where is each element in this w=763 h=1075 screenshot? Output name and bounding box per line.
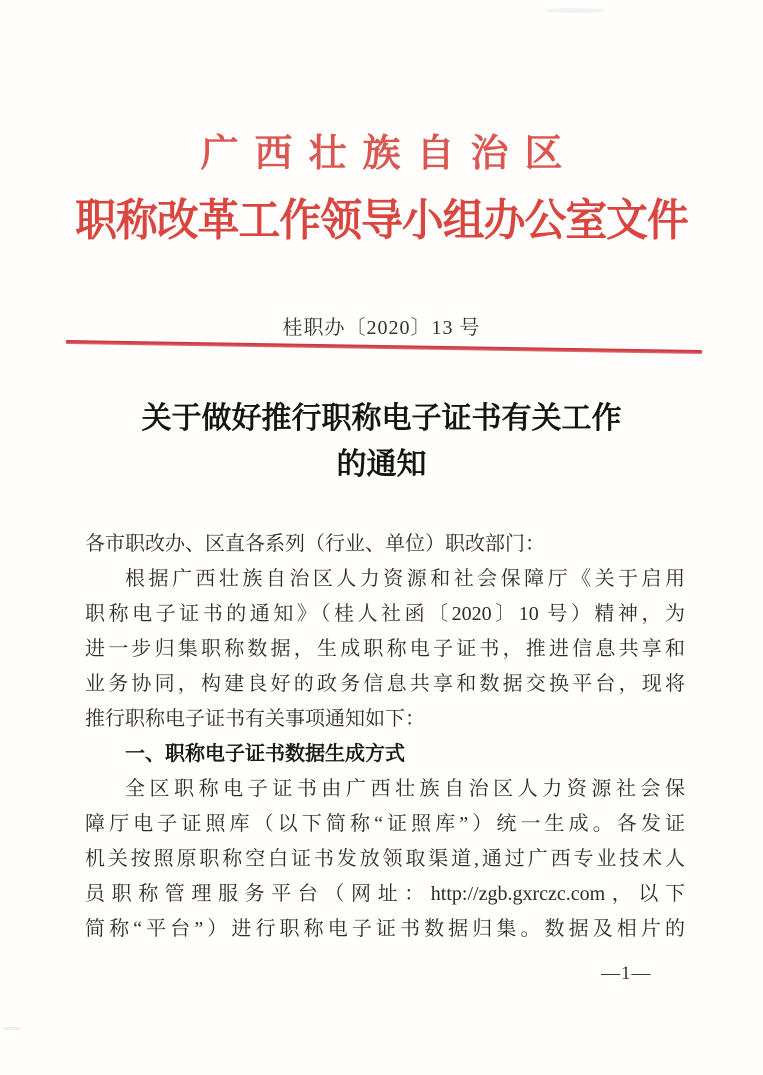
org-name-region: 广西壮族自治区 [200,133,579,175]
red-divider-line [66,340,702,354]
scan-smudge [545,8,605,13]
body-line: 各市职改办、区直各系列（行业、单位）职改部门： [85,533,545,555]
body-line: 进一步归集职称数据，生成职称电子证书，推进信息共享和 [85,638,685,660]
document-title-line1: 关于做好推行职称电子证书有关工作 [141,402,622,435]
body-line: 业务协同，构建良好的政务信息共享和数据交换平台，现将 [85,673,685,695]
document-title-line2: 的通知 [336,448,427,481]
document-number: 桂职办〔2020〕13 号 [282,317,481,339]
body-line: 简称“平台”）进行职称电子证书数据归集。数据及相片的 [85,918,685,940]
page-number: —1— [601,963,652,984]
body-line: 职称电子证书的通知》（桂人社函〔2020〕10 号）精神，为 [85,603,685,625]
body-line: 机关按照原职称空白证书发放领取渠道,通过广西专业技术人 [85,848,685,870]
document-title [0,396,763,488]
body-line: 推行职称电子证书有关事项通知如下： [85,708,425,730]
org-name-office: 职称改革工作领导小组办公室文件 [75,196,688,245]
body-line: 一、职称电子证书数据生成方式 [125,743,405,765]
body-line: 根据广西壮族自治区人力资源和社会保障厅《关于启用 [125,568,685,590]
body-line: 员职称管理服务平台（网址：http://zgb.gxrczc.com，以下 [85,883,685,905]
body-line: 障厅电子证照库（以下简称“证照库”）统一生成。各发证 [85,813,685,835]
scan-smudge [4,1027,20,1030]
body-line: 全区职称电子证书由广西壮族自治区人力资源社会保 [125,778,685,800]
document-body [85,527,685,947]
